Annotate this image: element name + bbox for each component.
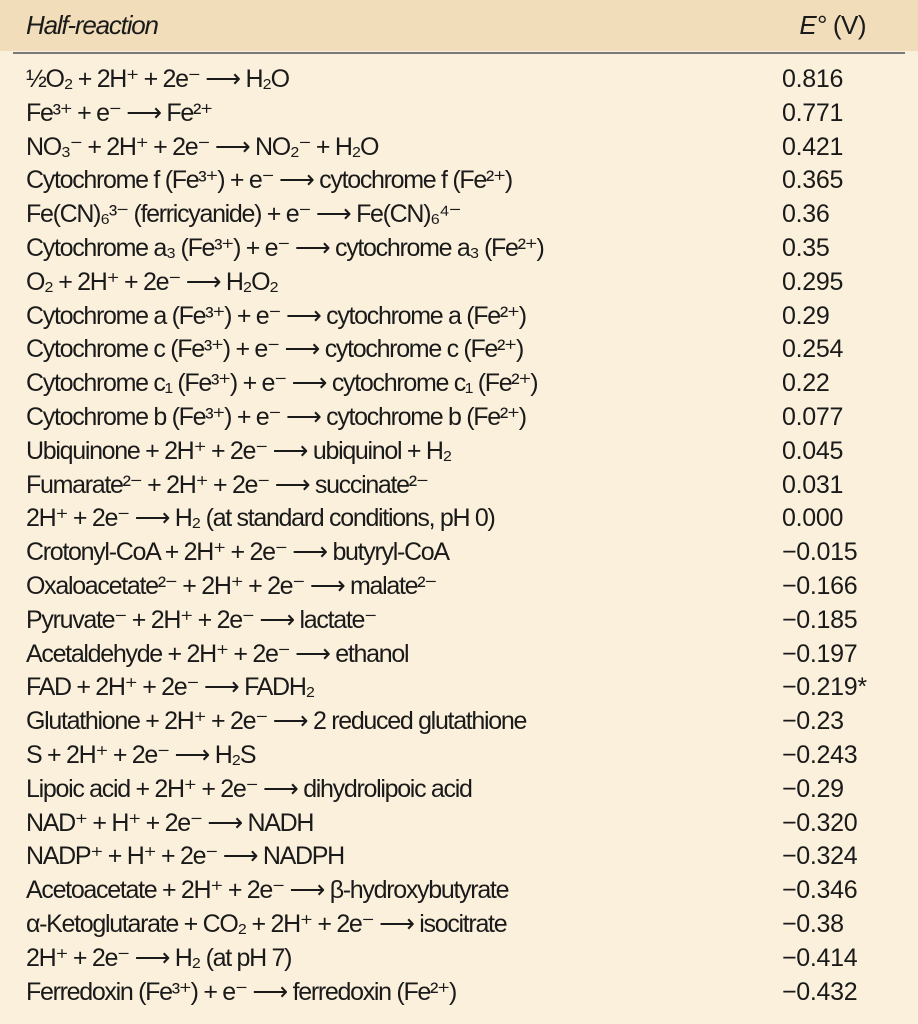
table-row (0, 131, 918, 165)
potential-value-cell: −0.432 (782, 977, 858, 1006)
table-row (0, 401, 918, 435)
table-row (0, 840, 918, 874)
half-reaction-cell: Ubiquinone + 2H⁺ + 2e⁻ ⟶ ubiquinol + H₂ (26, 436, 451, 465)
potential-heading (799, 9, 866, 41)
potential-value-cell: −0.219* (782, 673, 867, 702)
half-reaction-cell: O₂ + 2H⁺ + 2e⁻ ⟶ H₂O₂ (26, 267, 278, 296)
table-row (0, 300, 918, 334)
half-reaction-cell: Pyruvate⁻ + 2H⁺ + 2e⁻ ⟶ lactate⁻ (26, 605, 376, 634)
potential-value-cell: −0.015 (782, 538, 858, 567)
table-row (0, 908, 918, 942)
table-row (0, 536, 918, 570)
table-row (0, 97, 918, 131)
potential-value-cell: 0.29 (782, 301, 830, 330)
table-row (0, 435, 918, 469)
potential-symbol: E° (799, 10, 827, 40)
potential-value-cell: 0.254 (782, 335, 844, 364)
half-reaction-cell: α-Ketoglutarate + CO₂ + 2H⁺ + 2e⁻ ⟶ isocitrate (26, 909, 507, 938)
table-row (0, 739, 918, 773)
potential-value-cell: −0.346 (782, 876, 858, 905)
half-reaction-cell: Cytochrome c (Fe³⁺) + e⁻ ⟶ cytochrome c (Fe²⁺) (26, 335, 523, 364)
half-reaction-cell: 2H⁺ + 2e⁻ ⟶ H₂ (at pH 7) (26, 943, 292, 972)
potential-value-cell: 0.077 (782, 402, 844, 431)
half-reaction-cell: NADP⁺ + H⁺ + 2e⁻ ⟶ NADPH (26, 842, 344, 871)
table-row (0, 807, 918, 841)
half-reaction-cell: ½O₂ + 2H⁺ + 2e⁻ ⟶ H₂O (26, 65, 289, 93)
potential-unit: (V) (832, 10, 866, 40)
potential-value-cell: −0.185 (782, 605, 858, 634)
potential-value-cell: 0.045 (782, 436, 844, 465)
half-reaction-cell: Glutathione + 2H⁺ + 2e⁻ ⟶ 2 reduced glutathione (26, 707, 527, 736)
half-reaction-cell: Fe(CN)₆³⁻ (ferricyanide) + e⁻ ⟶ Fe(CN)₆⁴⁻ (26, 200, 461, 229)
half-reaction-cell: Crotonyl-CoA + 2H⁺ + 2e⁻ ⟶ butyryl-CoA (26, 538, 449, 567)
table-row (0, 232, 918, 266)
table-row (0, 671, 918, 705)
potential-value-cell: −0.414 (782, 943, 858, 972)
potential-value-cell: 0.000 (782, 504, 844, 533)
half-reaction-cell: Acetaldehyde + 2H⁺ + 2e⁻ ⟶ ethanol (26, 639, 409, 668)
half-reaction-cell: S + 2H⁺ + 2e⁻ ⟶ H₂S (26, 740, 256, 769)
half-reaction-cell: Oxaloacetate²⁻ + 2H⁺ + 2e⁻ ⟶ malate²⁻ (26, 571, 437, 600)
table-header (0, 0, 918, 51)
header-divider (13, 52, 905, 54)
half-reaction-cell: Cytochrome a (Fe³⁺) + e⁻ ⟶ cytochrome a (Fe²⁺) (26, 301, 526, 330)
potential-value-cell: −0.320 (782, 808, 858, 837)
half-reaction-cell: Cytochrome a₃ (Fe³⁺) + e⁻ ⟶ cytochrome a₃ (Fe²⁺) (26, 233, 544, 262)
potential-value-cell: −0.324 (782, 842, 858, 871)
half-reaction-cell: 2H⁺ + 2e⁻ ⟶ H₂ (at standard conditions, pH 0) (26, 504, 495, 533)
potential-value-cell: −0.38 (782, 909, 844, 938)
potential-value-cell: −0.243 (782, 740, 858, 769)
half-reaction-cell: Cytochrome c₁ (Fe³⁺) + e⁻ ⟶ cytochrome c₁ (Fe²⁺) (26, 369, 538, 398)
potential-value-cell: 0.031 (782, 470, 844, 499)
potential-value-cell: −0.166 (782, 571, 858, 600)
potential-value-cell: 0.365 (782, 166, 844, 195)
table-row (0, 367, 918, 401)
half-reaction-cell: Acetoacetate + 2H⁺ + 2e⁻ ⟶ β-hydroxybutyrate (26, 876, 509, 905)
table-row (0, 773, 918, 807)
table-row (0, 502, 918, 536)
half-reaction-heading: Half-reaction (26, 10, 158, 40)
half-reaction-cell: Ferredoxin (Fe³⁺) + e⁻ ⟶ ferredoxin (Fe²⁺) (26, 977, 456, 1006)
table-row (0, 942, 918, 976)
half-reaction-cell: NAD⁺ + H⁺ + 2e⁻ ⟶ NADH (26, 808, 314, 837)
table-row (0, 266, 918, 300)
potential-value-cell: 0.816 (782, 65, 844, 93)
potential-value-cell: −0.23 (782, 707, 844, 736)
table-body (0, 63, 918, 1009)
table-row (0, 874, 918, 908)
half-reaction-cell: NO₃⁻ + 2H⁺ + 2e⁻ ⟶ NO₂⁻ + H₂O (26, 132, 379, 161)
half-reaction-cell: Lipoic acid + 2H⁺ + 2e⁻ ⟶ dihydrolipoic acid (26, 774, 472, 803)
potential-value-cell: −0.197 (782, 639, 858, 668)
table-row (0, 469, 918, 503)
table-row (0, 705, 918, 739)
potential-value-cell: −0.29 (782, 774, 844, 803)
potential-value-cell: 0.295 (782, 267, 844, 296)
half-reaction-cell: Cytochrome b (Fe³⁺) + e⁻ ⟶ cytochrome b (Fe²⁺) (26, 402, 526, 431)
table-row (0, 333, 918, 367)
potential-value-cell: 0.421 (782, 132, 844, 161)
potential-value-cell: 0.771 (782, 98, 844, 127)
half-reaction-cell: FAD + 2H⁺ + 2e⁻ ⟶ FADH₂ (26, 673, 314, 702)
table-row (0, 570, 918, 604)
half-reaction-cell: Cytochrome f (Fe³⁺) + e⁻ ⟶ cytochrome f (Fe²⁺) (26, 166, 512, 195)
potential-value-cell: 0.22 (782, 369, 830, 398)
potential-value-cell: 0.36 (782, 200, 830, 229)
half-reaction-cell: Fumarate²⁻ + 2H⁺ + 2e⁻ ⟶ succinate²⁻ (26, 470, 428, 499)
potential-value-cell: 0.35 (782, 233, 830, 262)
table-row (0, 638, 918, 672)
table-row (0, 604, 918, 638)
table-row (0, 63, 918, 97)
table-row (0, 164, 918, 198)
half-reaction-cell: Fe³⁺ + e⁻ ⟶ Fe²⁺ (26, 98, 212, 127)
table-row (0, 976, 918, 1010)
table-row (0, 198, 918, 232)
